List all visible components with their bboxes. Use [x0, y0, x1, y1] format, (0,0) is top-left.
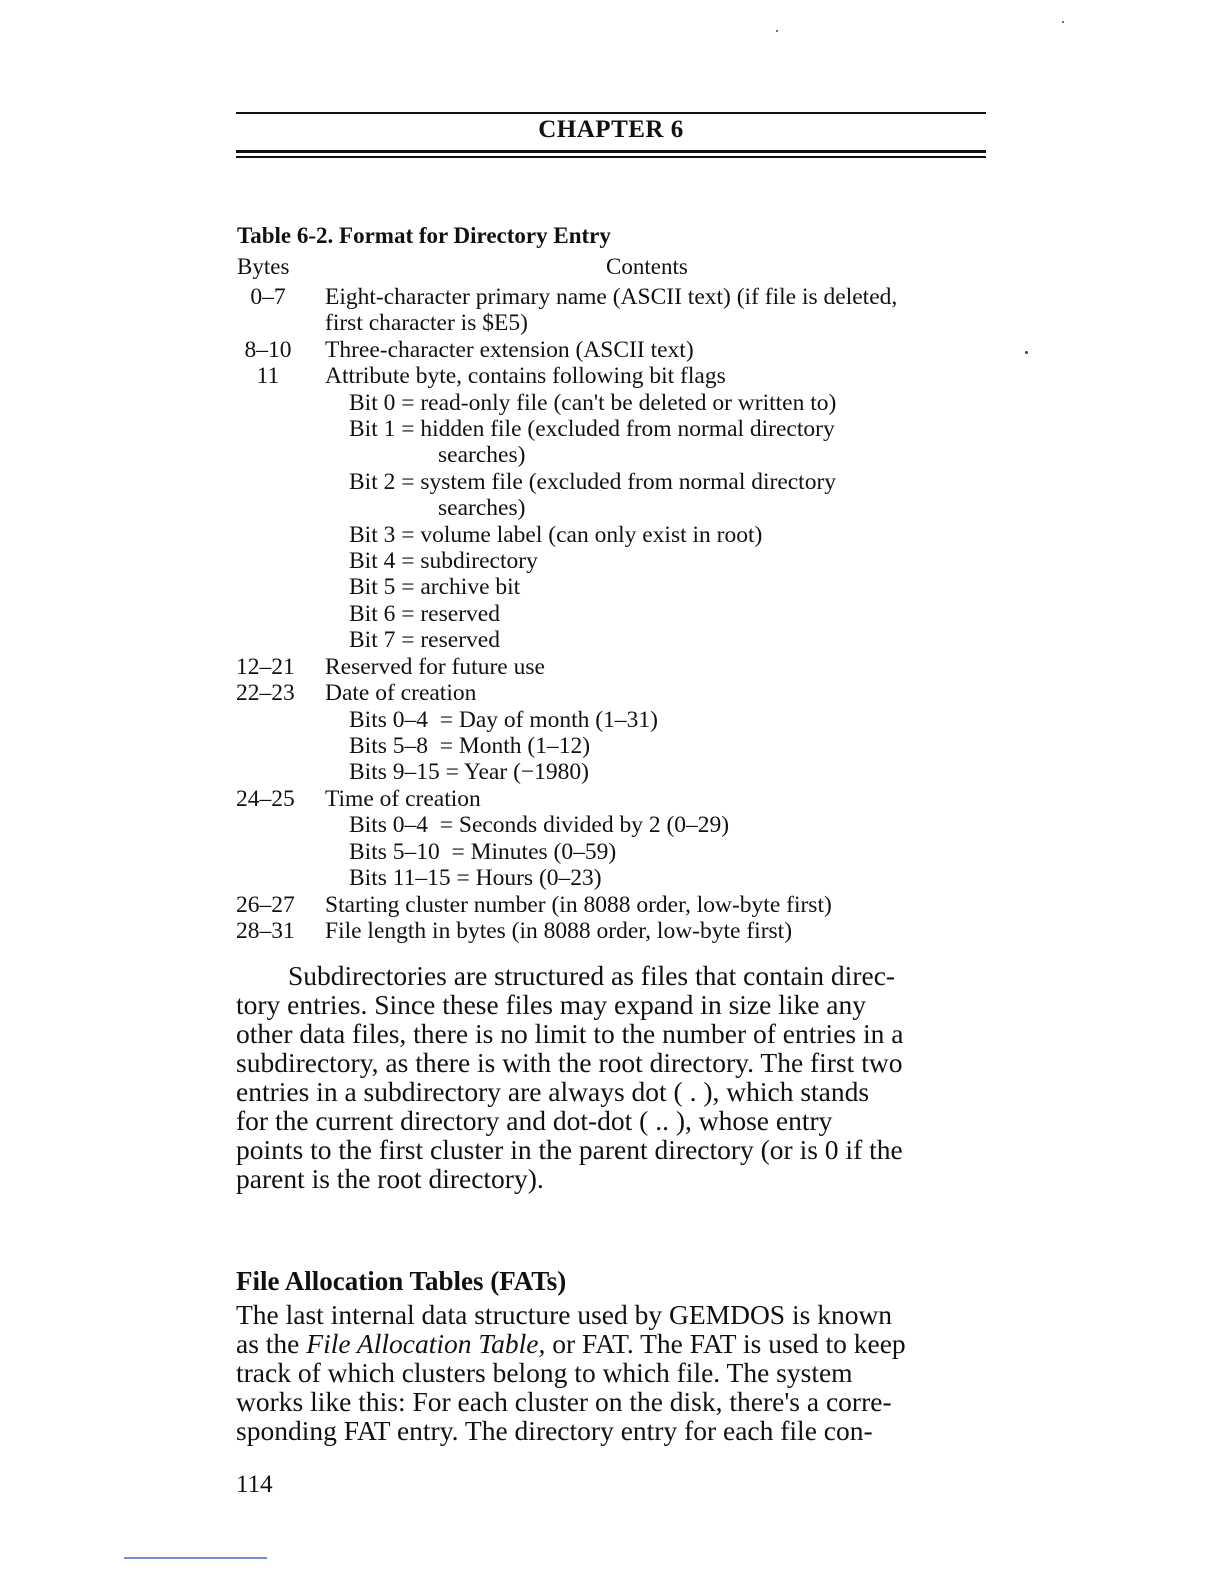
- row-contents: Bits 0–4 = Seconds divided by 2 (0–29): [349, 812, 730, 838]
- table-row: [0, 310, 1224, 336]
- page-number: 114: [236, 1471, 273, 1498]
- table-row: [0, 759, 1224, 785]
- scan-speck: [1025, 351, 1028, 354]
- table-row: [0, 812, 1224, 838]
- row-bytes: 26–27: [236, 892, 295, 918]
- paragraph-line: points to the first cluster in the parent directory (or is 0 if the: [236, 1134, 903, 1165]
- paragraph-line: subdirectory, as there is with the root directory. The first two: [236, 1047, 903, 1078]
- paragraph-line: works like this: For each cluster on the disk, there's a corre-: [236, 1386, 892, 1417]
- text-segment: as the: [236, 1328, 307, 1359]
- header-bottom-rule-1: [236, 150, 986, 153]
- row-bytes: 11: [256, 363, 280, 389]
- row-bytes: 8–10: [244, 337, 292, 363]
- row-contents: searches): [438, 495, 526, 521]
- paragraph-line: sponding FAT entry. The directory entry for each file con-: [236, 1415, 873, 1446]
- row-contents: File length in bytes (in 8088 order, low-byte first): [325, 918, 793, 944]
- row-contents: Time of creation: [325, 786, 481, 812]
- column-header-bytes: Bytes: [237, 254, 290, 279]
- paragraph-line: The last internal data structure used by GEMDOS is known: [236, 1299, 893, 1330]
- chapter-heading: CHAPTER 6: [538, 116, 684, 143]
- text-segment: or FAT. The FAT is used to keep: [545, 1328, 906, 1359]
- paragraph-line: [236, 1329, 996, 1358]
- row-contents: first character is $E5): [325, 310, 528, 336]
- table-row: [0, 495, 1224, 521]
- table-row: [0, 442, 1224, 468]
- row-bytes: 0–7: [250, 284, 286, 310]
- row-contents: Bit 4 = subdirectory: [349, 548, 538, 574]
- paragraph-line: entries in a subdirectory are always dot ( . ), which stands: [236, 1076, 870, 1107]
- table-row: [0, 284, 1224, 310]
- row-contents: Three-character extension (ASCII text): [325, 337, 694, 363]
- row-contents: Bits 5–10 = Minutes (0–59): [349, 839, 617, 865]
- paragraph-line: parent is the root directory).: [236, 1163, 544, 1194]
- row-bytes: 22–23: [236, 680, 295, 706]
- row-contents: Bit 1 = hidden file (excluded from normal directory: [349, 416, 835, 442]
- paragraph-line: track of which clusters belong to which file. The system: [236, 1357, 853, 1388]
- scan-edge-line: [124, 1557, 267, 1559]
- scan-speck: [1062, 21, 1064, 23]
- row-contents: Bits 5–8 = Month (1–12): [349, 733, 591, 759]
- table-row: [0, 654, 1224, 680]
- table-row: [0, 786, 1224, 812]
- header-top-rule: [236, 112, 986, 114]
- paragraph-line: for the current directory and dot-dot ( .. ), whose entry: [236, 1105, 833, 1136]
- table-row: [0, 548, 1224, 574]
- table-row: [0, 390, 1224, 416]
- row-contents: Bit 2 = system file (excluded from normal directory: [349, 469, 837, 495]
- italic-term: File Allocation Table,: [306, 1328, 546, 1359]
- table-row: [0, 839, 1224, 865]
- row-contents: Bits 11–15 = Hours (0–23): [349, 865, 602, 891]
- table-row: [0, 601, 1224, 627]
- row-contents: Date of creation: [325, 680, 477, 706]
- row-contents: Bits 9–15 = Year (−1980): [349, 759, 589, 785]
- row-bytes: 28–31: [236, 918, 295, 944]
- column-header-contents: Contents: [606, 254, 688, 279]
- row-contents: Bit 7 = reserved: [349, 627, 500, 653]
- row-contents: Bit 3 = volume label (can only exist in root): [349, 522, 763, 548]
- row-contents: Starting cluster number (in 8088 order, low-byte first): [325, 892, 832, 918]
- table-row: [0, 733, 1224, 759]
- row-bytes: 24–25: [236, 786, 295, 812]
- row-contents: Reserved for future use: [325, 654, 545, 680]
- row-contents: Bit 5 = archive bit: [349, 574, 521, 600]
- table-row: [0, 918, 1224, 944]
- table-row: [0, 574, 1224, 600]
- table-row: [0, 469, 1224, 495]
- subdirectory-paragraph: [236, 961, 996, 1193]
- table-row: [0, 627, 1224, 653]
- row-contents: Eight-character primary name (ASCII text) (if file is deleted,: [325, 284, 898, 310]
- header-bottom-rule-2: [236, 156, 986, 158]
- row-contents: searches): [438, 442, 526, 468]
- table-row: [0, 522, 1224, 548]
- table-caption: Table 6-2. Format for Directory Entry: [237, 223, 611, 248]
- fat-paragraph: [236, 1300, 996, 1445]
- table-row: [0, 416, 1224, 442]
- table-row: [0, 707, 1224, 733]
- table-row: [0, 363, 1224, 389]
- row-contents: Bits 0–4 = Day of month (1–31): [349, 707, 658, 733]
- table-row: [0, 337, 1224, 363]
- table-row: [0, 680, 1224, 706]
- row-contents: Bit 0 = read-only file (can't be deleted or written to): [349, 390, 837, 416]
- paragraph-line: Subdirectories are structured as files that contain direc-: [288, 960, 896, 991]
- table-row: [0, 865, 1224, 891]
- scan-speck: [776, 30, 778, 32]
- row-bytes: 12–21: [236, 654, 295, 680]
- row-contents: Bit 6 = reserved: [349, 601, 500, 627]
- table-row: [0, 892, 1224, 918]
- section-heading: File Allocation Tables (FATs): [236, 1266, 567, 1296]
- paragraph-line: other data files, there is no limit to the number of entries in a: [236, 1018, 904, 1049]
- row-contents: Attribute byte, contains following bit flags: [325, 363, 726, 389]
- paragraph-line: tory entries. Since these files may expand in size like any: [236, 989, 867, 1020]
